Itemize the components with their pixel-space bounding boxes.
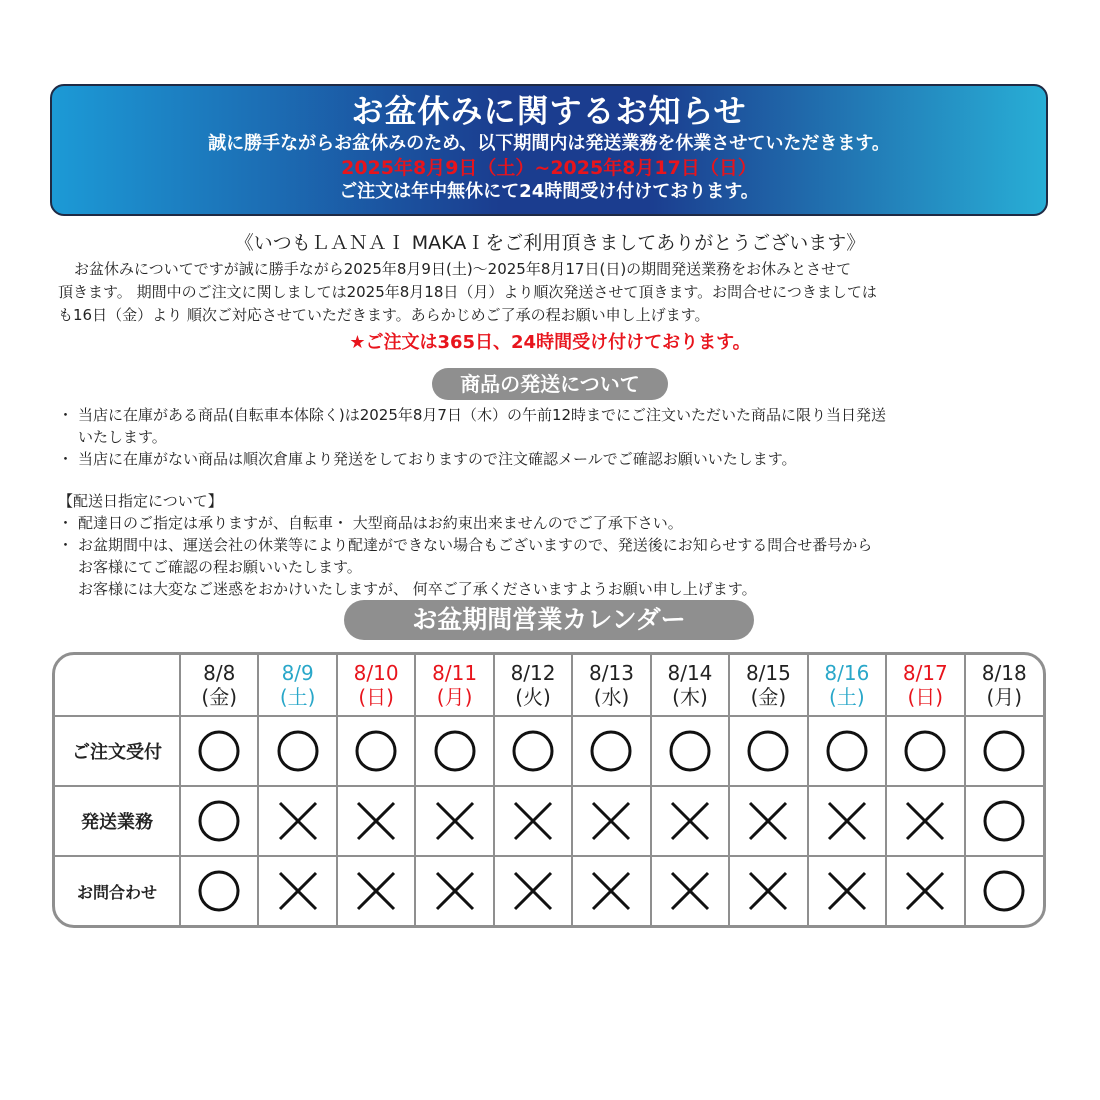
calendar-day-header bbox=[258, 655, 336, 716]
order-notice: ★ご注文は365日、24時間受け付けております。 bbox=[349, 332, 751, 353]
status-cell bbox=[572, 856, 650, 925]
status-cell bbox=[337, 786, 415, 856]
status-cell bbox=[180, 716, 258, 786]
status-cell bbox=[651, 856, 729, 925]
day-date: 8/12 bbox=[510, 661, 556, 685]
row-label: 発送業務 bbox=[55, 786, 180, 856]
status-cell bbox=[729, 716, 807, 786]
status-cell bbox=[415, 716, 493, 786]
circle-icon bbox=[354, 729, 398, 773]
status-cell bbox=[886, 786, 964, 856]
cross-icon bbox=[668, 799, 712, 843]
list-item bbox=[58, 512, 1048, 534]
status-cell bbox=[572, 716, 650, 786]
calendar-day-header bbox=[494, 655, 572, 716]
calendar-day-header bbox=[415, 655, 493, 716]
row-label: ご注文受付 bbox=[55, 716, 180, 786]
banner-line1: 誠に勝手ながらお盆休みのため、以下期間内は発送業務を休業させていただきます。 bbox=[208, 133, 890, 154]
calendar-day-header bbox=[180, 655, 258, 716]
circle-icon bbox=[668, 729, 712, 773]
circle-icon bbox=[197, 729, 241, 773]
day-weekday: (日) bbox=[358, 685, 394, 709]
status-cell bbox=[180, 786, 258, 856]
greeting: 《いつもＬＡＮＡＩ MAKAＩをご利用頂きましてありがとうございます》 bbox=[234, 232, 866, 254]
day-weekday: (土) bbox=[279, 685, 316, 709]
status-cell bbox=[258, 786, 336, 856]
shipping-item1-line2: いたします。 bbox=[78, 428, 167, 446]
day-weekday: (木) bbox=[672, 685, 708, 709]
circle-icon bbox=[982, 799, 1026, 843]
cross-icon bbox=[746, 799, 790, 843]
circle-icon bbox=[903, 729, 947, 773]
day-weekday: (月) bbox=[436, 685, 473, 709]
day-date: 8/10 bbox=[353, 661, 399, 685]
calendar-day-header bbox=[808, 655, 886, 716]
status-cell bbox=[258, 856, 336, 925]
bullet-mark: ・ bbox=[58, 514, 74, 532]
list-item bbox=[58, 534, 1048, 600]
status-cell bbox=[808, 786, 886, 856]
intro-line1: お盆休みについてですが誠に勝手ながら2025年8月9日(土)～2025年8月17日(日)の期間発送業務をお休みとさせて bbox=[74, 260, 852, 278]
status-cell bbox=[494, 716, 572, 786]
circle-icon bbox=[197, 799, 241, 843]
delivery-section bbox=[58, 490, 1048, 600]
status-cell bbox=[965, 786, 1043, 856]
row-label: お問合わせ bbox=[55, 856, 180, 925]
circle-icon bbox=[511, 729, 555, 773]
table-row bbox=[55, 856, 1043, 925]
circle-icon bbox=[433, 729, 477, 773]
circle-icon bbox=[982, 869, 1026, 913]
banner-line2: ご注文は年中無休にて24時間受け付けております。 bbox=[339, 181, 759, 202]
cross-icon bbox=[433, 869, 477, 913]
day-date: 8/8 bbox=[203, 661, 236, 685]
status-cell bbox=[415, 856, 493, 925]
status-cell bbox=[651, 716, 729, 786]
circle-icon bbox=[746, 729, 790, 773]
day-date: 8/13 bbox=[589, 661, 634, 685]
calendar-day-header bbox=[729, 655, 807, 716]
cross-icon bbox=[746, 869, 790, 913]
day-date: 8/9 bbox=[281, 661, 314, 685]
cross-icon bbox=[589, 869, 633, 913]
calendar-day-header bbox=[651, 655, 729, 716]
status-cell bbox=[886, 856, 964, 925]
intro-text bbox=[58, 258, 1048, 327]
status-cell bbox=[180, 856, 258, 925]
status-cell bbox=[729, 786, 807, 856]
day-date: 8/17 bbox=[902, 661, 948, 685]
day-date: 8/14 bbox=[667, 661, 713, 685]
banner-dates: 2025年8月9日（土）~2025年8月17日（日） bbox=[341, 157, 757, 179]
calendar-table bbox=[55, 655, 1043, 925]
table-row bbox=[55, 716, 1043, 786]
circle-icon bbox=[825, 729, 869, 773]
status-cell bbox=[808, 716, 886, 786]
status-cell bbox=[729, 856, 807, 925]
delivery-item2-line1: お盆期間中は、運送会社の休業等により配達ができない場合もございますので、発送後にお知らせする問合せ番号から bbox=[78, 536, 873, 554]
status-cell bbox=[337, 716, 415, 786]
status-cell bbox=[415, 786, 493, 856]
circle-icon bbox=[589, 729, 633, 773]
circle-icon bbox=[197, 869, 241, 913]
calendar-header-row bbox=[55, 655, 1043, 716]
day-weekday: (金) bbox=[750, 685, 787, 709]
calendar-heading: お盆期間営業カレンダー bbox=[344, 600, 754, 640]
day-date: 8/11 bbox=[432, 661, 478, 685]
cross-icon bbox=[825, 799, 869, 843]
cross-icon bbox=[903, 869, 947, 913]
calendar-day-header bbox=[965, 655, 1043, 716]
list-item bbox=[58, 448, 1048, 470]
intro-line3: も16日（金）より 順次ご対応させていただきます。あらかじめご了承の程お願い申し上げます。 bbox=[58, 306, 710, 324]
day-weekday: (土) bbox=[829, 685, 865, 709]
status-cell bbox=[572, 786, 650, 856]
delivery-item2-line2: お客様にてご確認の程お願いいたします。 bbox=[78, 558, 362, 576]
delivery-item1: 配達日のご指定は承りますが、自転車・ 大型商品はお約束出来ませんのでご了承下さい。 bbox=[78, 514, 683, 532]
delivery-item2 bbox=[78, 534, 872, 600]
status-cell bbox=[494, 786, 572, 856]
day-weekday: (月) bbox=[986, 685, 1023, 709]
cross-icon bbox=[511, 799, 555, 843]
status-cell bbox=[965, 716, 1043, 786]
shipping-item1-line1: 当店に在庫がある商品(自転車本体除く)は2025年8月7日（木）の午前12時までにご注文いただいた商品に限り当日発送 bbox=[78, 406, 887, 424]
day-weekday: (水) bbox=[593, 685, 630, 709]
cross-icon bbox=[825, 869, 869, 913]
business-calendar bbox=[52, 652, 1046, 928]
circle-icon bbox=[276, 729, 320, 773]
cross-icon bbox=[589, 799, 633, 843]
day-date: 8/18 bbox=[981, 661, 1027, 685]
cross-icon bbox=[276, 799, 320, 843]
status-cell bbox=[337, 856, 415, 925]
bullet-mark: ・ bbox=[58, 406, 74, 424]
shipping-item2: 当店に在庫がない商品は順次倉庫より発送をしておりますので注文確認メールでご確認お願いいたします。 bbox=[78, 450, 797, 468]
cross-icon bbox=[903, 799, 947, 843]
status-cell bbox=[258, 716, 336, 786]
cross-icon bbox=[668, 869, 712, 913]
status-cell bbox=[494, 856, 572, 925]
delivery-item2-line3: お客様には大変なご迷惑をおかけいたしますが、 何卒ご了承くださいますようお願い申し上げます。 bbox=[78, 580, 757, 598]
cross-icon bbox=[433, 799, 477, 843]
day-weekday: (日) bbox=[907, 685, 944, 709]
delivery-heading: 【配送日指定について】 bbox=[58, 492, 223, 510]
cross-icon bbox=[354, 799, 398, 843]
day-weekday: (火) bbox=[515, 685, 551, 709]
day-date: 8/16 bbox=[824, 661, 870, 685]
calendar-day-header bbox=[337, 655, 415, 716]
day-date: 8/15 bbox=[745, 661, 791, 685]
calendar-day-header bbox=[572, 655, 650, 716]
shipping-item1 bbox=[78, 404, 886, 448]
cross-icon bbox=[276, 869, 320, 913]
banner-title: お盆休みに関するお知らせ bbox=[351, 92, 747, 130]
status-cell bbox=[651, 786, 729, 856]
bullet-mark: ・ bbox=[58, 536, 74, 554]
shipping-section bbox=[58, 404, 1048, 470]
calendar-day-header bbox=[886, 655, 964, 716]
status-cell bbox=[965, 856, 1043, 925]
list-item bbox=[58, 404, 1048, 448]
cross-icon bbox=[511, 869, 555, 913]
circle-icon bbox=[982, 729, 1026, 773]
intro-line2: 頂きます。 期間中のご注文に関しましては2025年8月18日（月）より順次発送させて頂きます。お問合せにつきましては bbox=[58, 283, 877, 301]
table-row bbox=[55, 786, 1043, 856]
cross-icon bbox=[354, 869, 398, 913]
shipping-heading: 商品の発送について bbox=[432, 368, 668, 400]
calendar-corner bbox=[55, 655, 180, 716]
status-cell bbox=[808, 856, 886, 925]
day-weekday: (金) bbox=[201, 685, 238, 709]
notice-banner bbox=[50, 84, 1048, 216]
bullet-mark: ・ bbox=[58, 450, 74, 468]
status-cell bbox=[886, 716, 964, 786]
